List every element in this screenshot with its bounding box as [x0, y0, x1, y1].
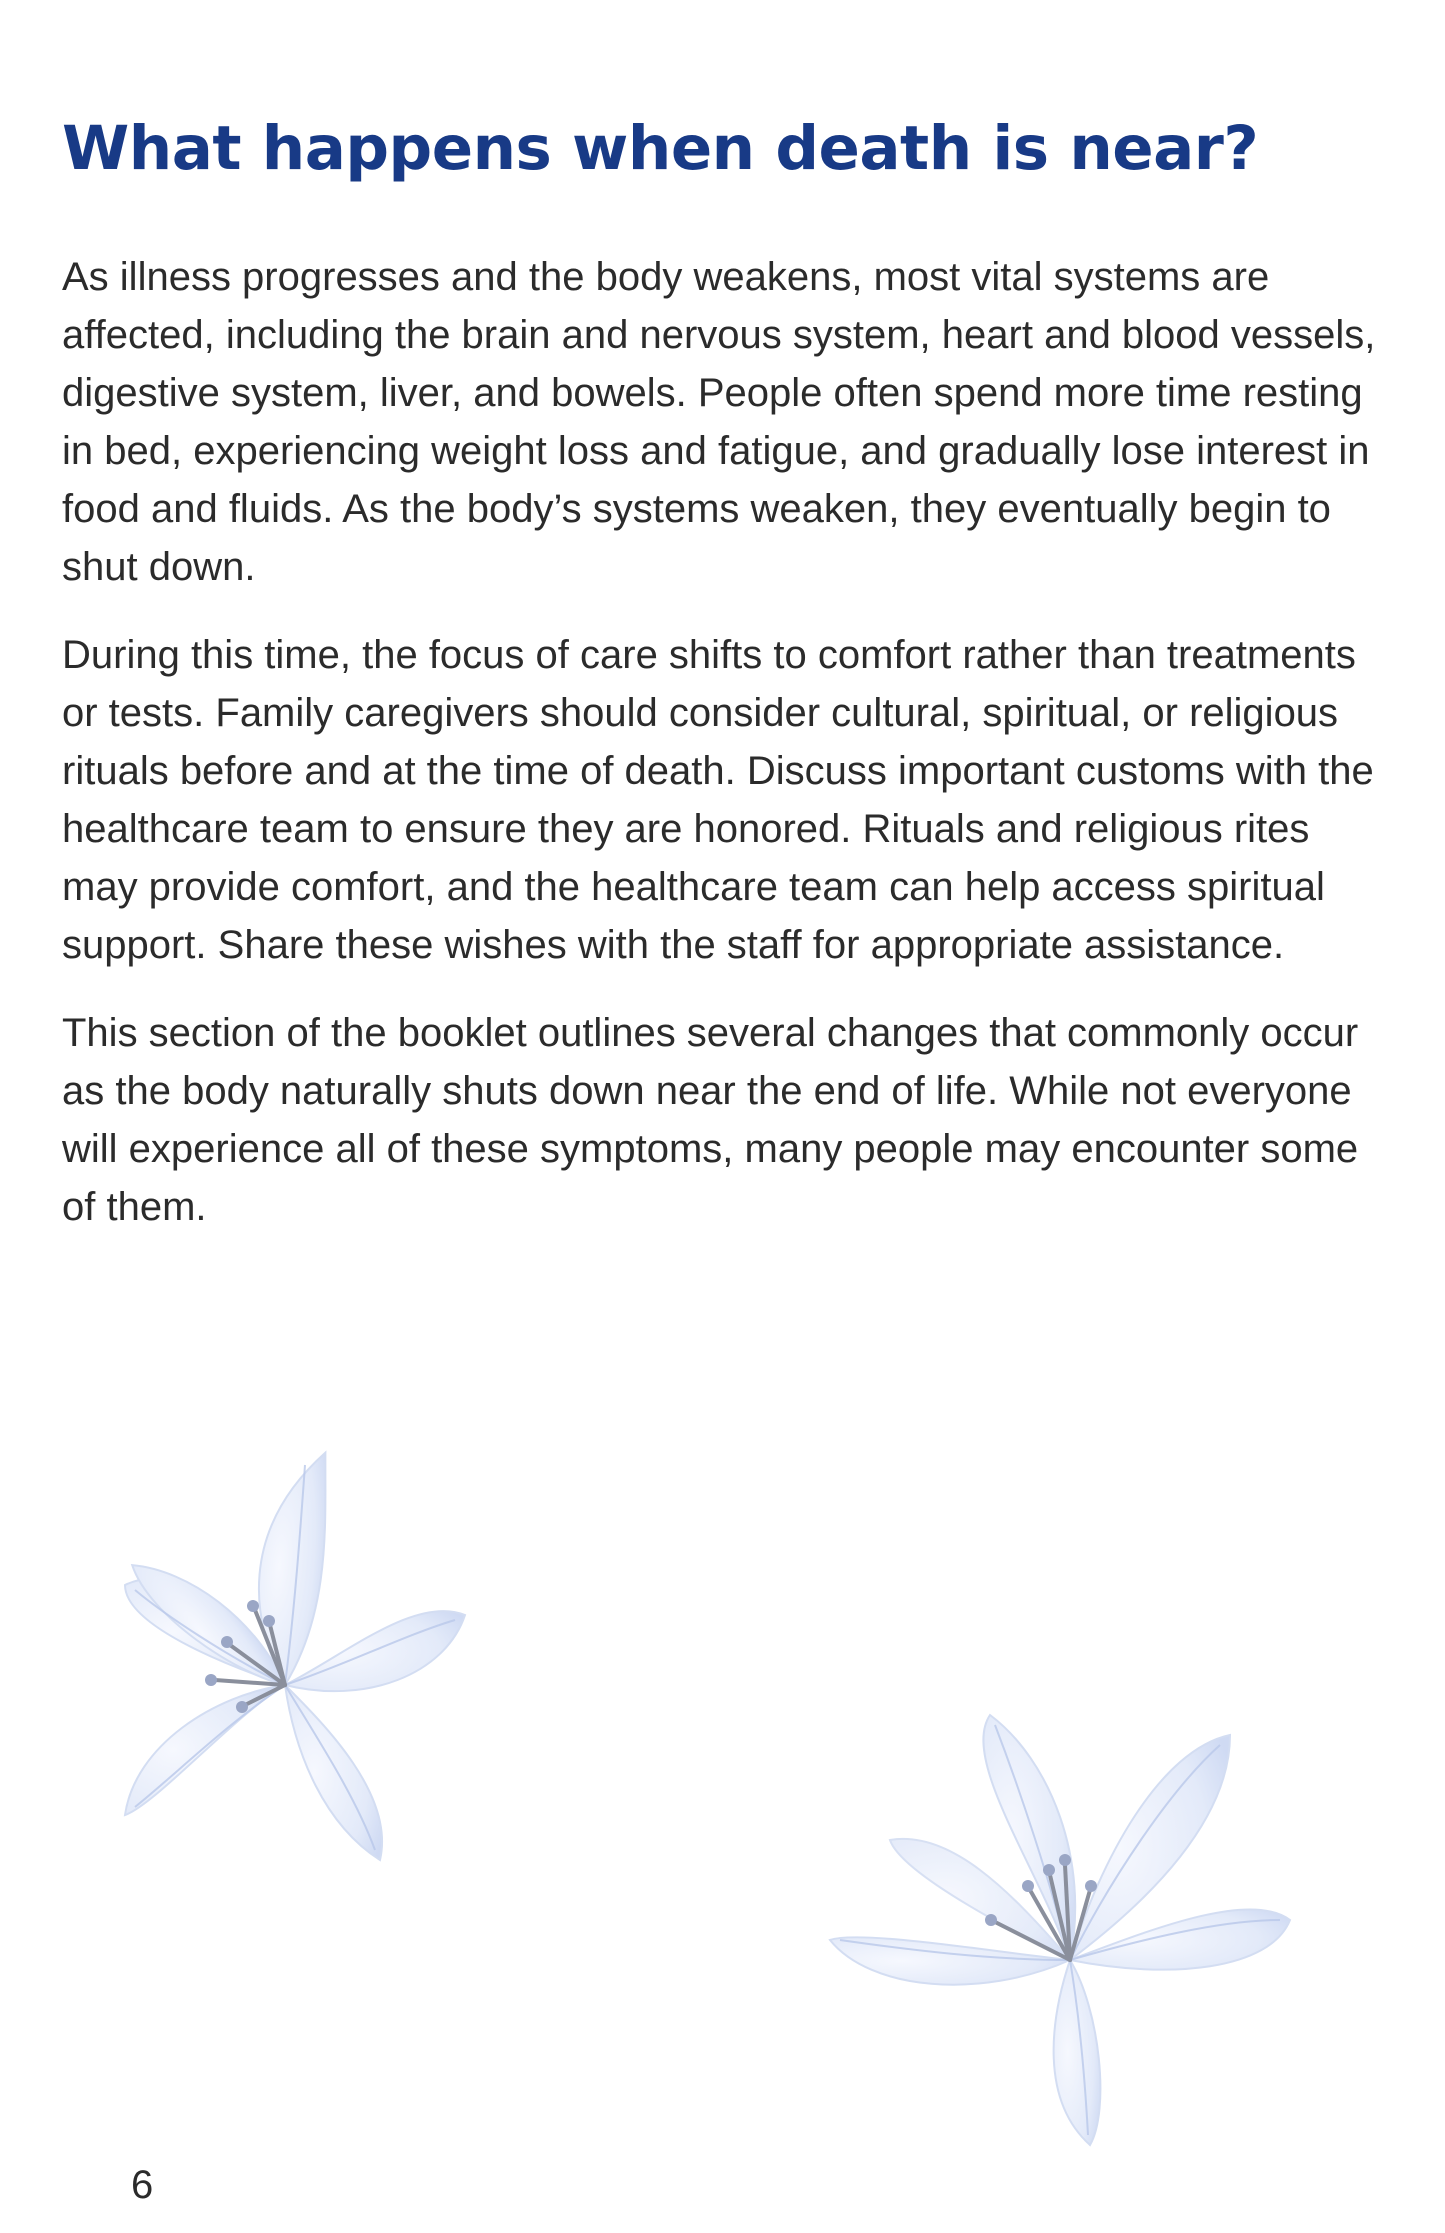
page-title: What happens when death is near?: [62, 113, 1259, 184]
lily-illustration: [0, 1400, 1445, 2160]
paragraph-1: As illness progresses and the body weakens, most vital systems are affected, including the brain and nervous system, heart and blood vessels, digestive system, liver, and bowels. People often spend more time resting in bed, experiencing weight loss and fatigue, and gradually lose interest in food and fluids. As the body’s systems weaken, they eventually begin to shut down.: [62, 255, 1376, 589]
lily-flower-icon: [830, 1715, 1290, 2145]
lily-flower-icon: [125, 1448, 465, 1860]
page-number: 6: [131, 2163, 154, 2207]
paragraph-2: During this time, the focus of care shifts to comfort rather than treatments or tests. Family caregivers should consider cultural, spiritual, or religious rituals before and at the time of death. Discuss important customs with the healthcare team to ensure they are honored. Rituals and religious rites may provide comfort, and the healthcare team can help access spiritual support. Share these wishes with the staff for appropriate assistance.: [62, 633, 1374, 967]
paragraph-3: This section of the booklet outlines several changes that commonly occur as the body naturally shuts down near the end of life. While not everyone will experience all of these symptoms, many people may encounter some of them.: [62, 1011, 1359, 1229]
body-text: [62, 248, 1382, 1266]
